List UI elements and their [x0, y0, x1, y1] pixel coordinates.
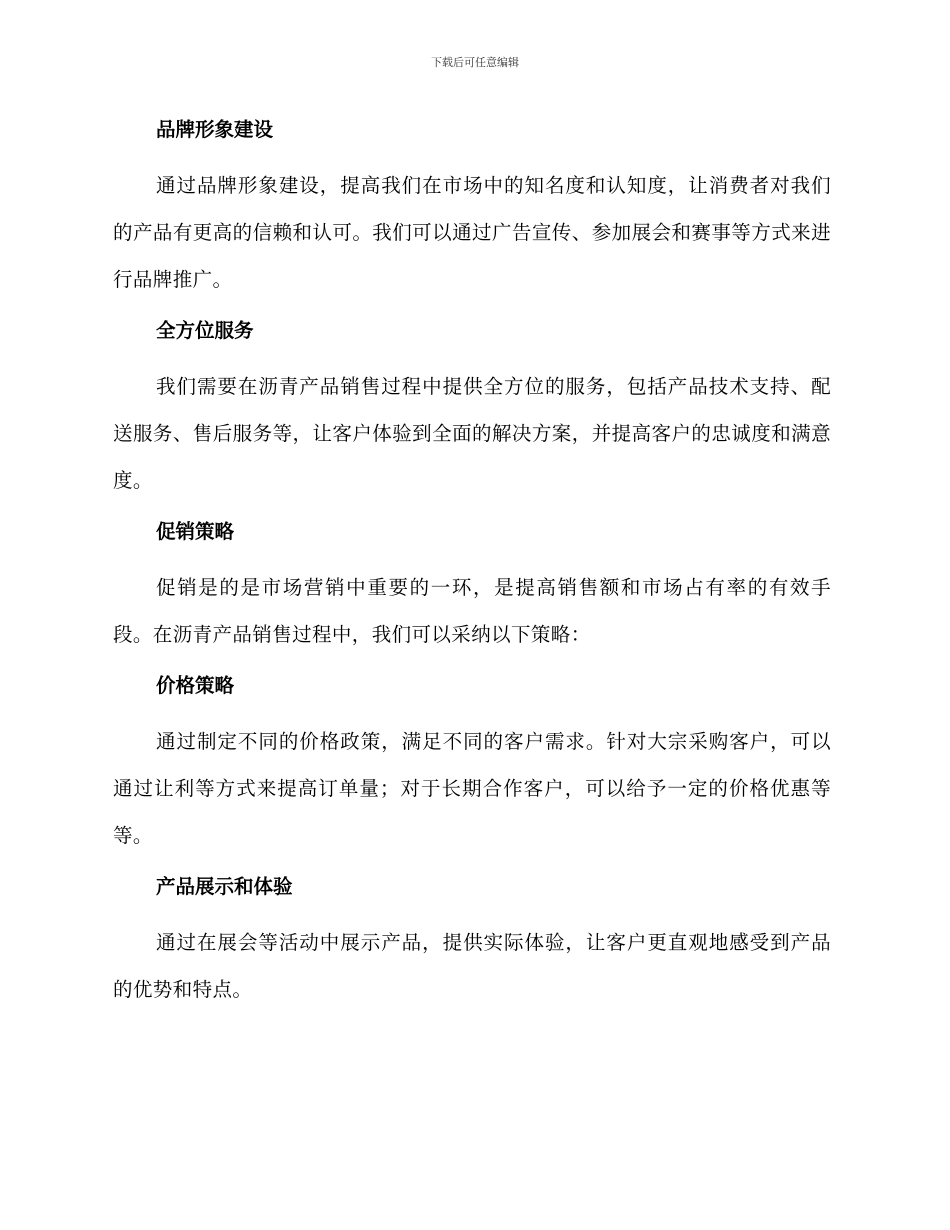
section-price-strategy	[113, 666, 831, 859]
section-paragraph: 通过品牌形象建设，提高我们在市场中的知名度和认知度，让消费者对我们的产品有更高的信赖和认可。我们可以通过广告宣传、参加展会和赛事等方式来进行品牌推广。	[113, 174, 831, 291]
section-paragraph: 通过在展会等活动中展示产品，提供实际体验，让客户更直观地感受到产品的优势和特点。	[113, 931, 831, 1001]
section-heading: 全方位服务	[156, 319, 254, 342]
section-paragraph: 促销是的是市场营销中重要的一环，是提高销售额和市场占有率的有效手段。在沥青产品销售过程中，我们可以采纳以下策略：	[113, 576, 831, 646]
section-brand-image	[113, 110, 831, 303]
section-full-service	[113, 311, 831, 504]
section-promotion-strategy	[113, 512, 831, 658]
section-paragraph: 通过制定不同的价格政策，满足不同的客户需求。针对大宗采购客户，可以通过让利等方式来提高订单量；对于长期合作客户，可以给予一定的价格优惠等等。	[113, 730, 831, 847]
section-heading: 产品展示和体验	[156, 875, 293, 898]
section-heading: 价格策略	[156, 674, 235, 697]
section-heading: 品牌形象建设	[156, 118, 274, 141]
document-body	[113, 110, 831, 1021]
section-heading: 促销策略	[156, 520, 235, 543]
section-paragraph: 我们需要在沥青产品销售过程中提供全方位的服务，包括产品技术支持、配送服务、售后服务等，让客户体验到全面的解决方案，并提高客户的忠诚度和满意度。	[113, 375, 831, 492]
section-product-showcase	[113, 867, 831, 1013]
page-header: 下载后可任意编辑	[431, 56, 519, 69]
